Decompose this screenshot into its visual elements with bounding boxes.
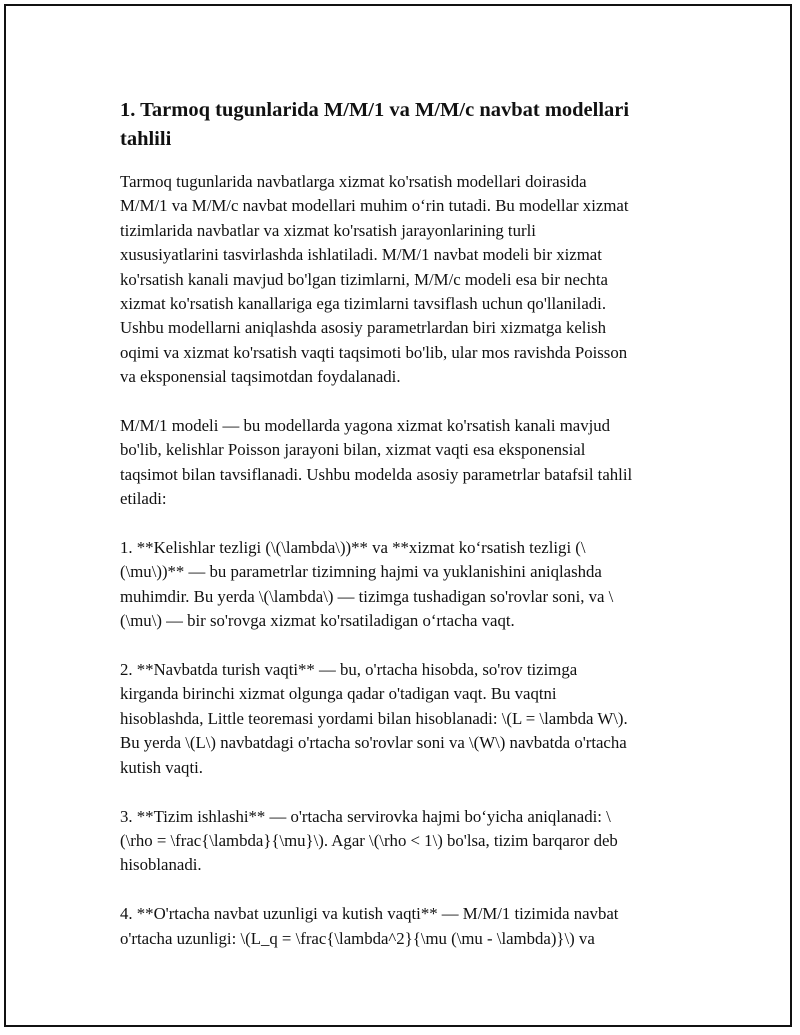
text-line: xususiyatlarini tasvirlashda ishlatiladi. M/M/1 navbat modeli bir xizmat (120, 245, 602, 265)
text-line: oqimi va xizmat ko'rsatish vaqti taqsimoti bo'lib, ular mos ravishda Poisson (120, 342, 628, 362)
list-item-4 (120, 902, 690, 951)
text-line: ko'rsatish kanali mavjud bo'lgan tizimlarni, M/M/c modeli esa bir nechta (120, 269, 608, 289)
text-line: hisoblanadi. (120, 855, 202, 875)
text-line: M/M/1 modeli — bu modellarda yagona xizmat ko'rsatish kanali mavjud (120, 416, 611, 436)
text-line: 1. **Kelishlar tezligi (\(\lambda\))** va **xizmat ko‘rsatish tezligi (\ (120, 538, 586, 558)
section-heading (120, 96, 690, 154)
text-line: (\mu\))** — bu parametrlar tizimning hajmi va yuklanishini aniqlashda (120, 562, 602, 582)
text-line: 2. **Navbatda turish vaqti** — bu, o'rtacha hisobda, so'rov tizimga (120, 660, 578, 680)
document-body (120, 96, 690, 975)
text-line: (\mu\) — bir so'rovga xizmat ko'rsatiladigan o‘rtacha vaqt. (120, 611, 515, 631)
list-item-3 (120, 805, 690, 878)
text-line: bo'lib, kelishlar Poisson jarayoni bilan, xizmat vaqti esa eksponensial (120, 440, 586, 460)
text-line: Tarmoq tugunlarida navbatlarga xizmat ko'rsatish modellari doirasida (120, 172, 587, 191)
text-line: va eksponensial taqsimotdan foydalanadi. (120, 367, 401, 387)
heading-line: tahlili (120, 128, 172, 150)
text-line: kutish vaqti. (120, 757, 203, 777)
text-line: muhimdir. Bu yerda \(\lambda\) — tizimga tushadigan so'rovlar soni, va \ (120, 586, 614, 606)
text-line: Ushbu modellarni aniqlashda asosiy parametrlardan biri xizmatga kelish (120, 318, 607, 338)
heading-line: 1. Tarmoq tugunlarida M/M/1 va M/M/c navbat modellari (120, 99, 630, 121)
text-line: (\rho = \frac{\lambda}{\mu}\). Agar \(\rho < 1\) bo'lsa, tizim barqaror deb (120, 830, 618, 850)
text-line: M/M/1 va M/M/c navbat modellari muhim o‘rin tutadi. Bu modellar xizmat (120, 196, 629, 216)
text-line: 3. **Tizim ishlashi** — o'rtacha servirovka hajmi bo‘yicha aniqlanadi: \ (120, 806, 611, 826)
text-line: o'rtacha uzunligi: \(L_q = \frac{\lambda^2}{\mu (\mu - \lambda)}\) va (120, 928, 595, 948)
text-line: xizmat ko'rsatish kanallariga ega tizimlarni tavsiflash uchun qo'llaniladi. (120, 294, 607, 314)
text-line: etiladi: (120, 489, 167, 509)
paragraph-intro (120, 170, 690, 390)
list-item-2 (120, 658, 690, 780)
list-item-1 (120, 536, 690, 634)
text-line: 4. **O'rtacha navbat uzunligi va kutish vaqti** — M/M/1 tizimida navbat (120, 904, 619, 924)
text-line: kirganda birinchi xizmat olgunga qadar o'tadigan vaqt. Bu vaqtni (120, 684, 557, 704)
paragraph-mm1-model (120, 414, 690, 512)
text-line: taqsimot bilan tavsiflanadi. Ushbu modelda asosiy parametrlar batafsil tahlil (120, 464, 633, 484)
text-line: tizimlarida navbatlar va xizmat ko'rsatish jarayonlarining turli (120, 220, 536, 240)
text-line: Bu yerda \(L\) navbatdagi o'rtacha so'rovlar soni va \(W\) navbatda o'rtacha (120, 733, 627, 753)
text-line: hisoblashda, Little teoremasi yordami bilan hisoblanadi: \(L = \lambda W\). (120, 708, 628, 728)
page-frame (4, 4, 792, 1027)
